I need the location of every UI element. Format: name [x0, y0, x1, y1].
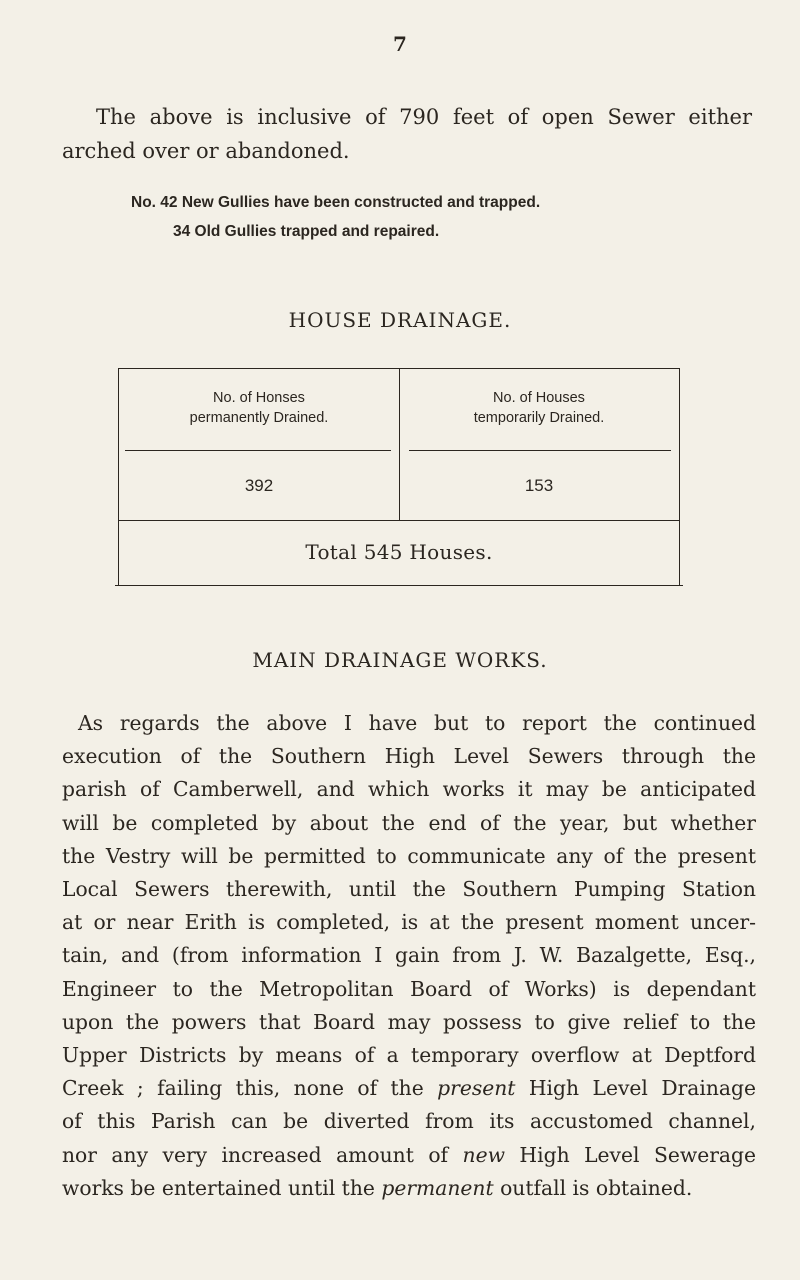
main-drainage-paragraph: [62, 707, 756, 1205]
gullies-old-line: 34 Old Gullies trapped and repaired.: [173, 223, 440, 240]
paragraph-line: will be completed by about the end of the year, but whether: [62, 810, 756, 835]
paragraph-line: Local Sewers therewith, until the Southern Pumping Station: [62, 877, 756, 902]
line-text: Creek ; failing this, none of the: [62, 1076, 438, 1101]
paragraph-line: of this Parish can be diverted from its accustomed channel,: [62, 1109, 756, 1134]
page-number: 7: [393, 32, 407, 56]
paragraph-line: Engineer to the Metropolitan Board of Works) is dependant: [62, 976, 756, 1001]
temporary-header-line-1: No. of Houses: [493, 390, 585, 406]
paragraph-line: tain, and (from information I gain from J. W. Bazalgette, Esq.,: [62, 943, 756, 968]
paragraph-line: As regards the above I have but to report the continued: [78, 711, 756, 735]
total-houses: Total 545 Houses.: [305, 540, 493, 564]
paragraph-line: [62, 1072, 756, 1105]
intro-paragraph: [62, 100, 752, 168]
paragraph-line: upon the powers that Board may possess to give relief to the: [62, 1009, 756, 1034]
paragraph-line: [62, 1172, 756, 1205]
paragraph-line: execution of the Southern High Level Sewers through the: [62, 744, 756, 769]
line-text: outfall is obtained.: [493, 1175, 693, 1200]
gullies-new-line: No. 42 New Gullies have been constructed and trapped.: [131, 194, 541, 211]
emphasis-permanent: permanent: [381, 1175, 494, 1200]
temporary-count: 153: [524, 476, 554, 495]
house-drainage-heading: HOUSE DRAINAGE.: [288, 308, 512, 332]
emphasis-present: present: [437, 1076, 516, 1101]
emphasis-new: new: [462, 1142, 505, 1167]
paragraph-line: the Vestry will be permitted to communicate any of the present: [62, 843, 756, 868]
intro-line-1: The above is inclusive of 790 feet of open Sewer either: [96, 105, 752, 129]
intro-line-2: arched over or abandoned.: [62, 139, 350, 163]
table-header-rule-right: [409, 450, 671, 451]
temporary-column-header: [399, 388, 679, 428]
permanent-header-line-1: No. of Honses: [213, 390, 305, 406]
paragraph-line: at or near Erith is completed, is at the present moment uncer-: [62, 910, 756, 935]
table-total-rule: [119, 520, 679, 521]
temporary-header-line-2: temporarily Drained.: [473, 410, 605, 426]
paragraph-line: Upper Districts by means of a temporary overflow at Deptford: [62, 1043, 756, 1068]
permanent-count: 392: [244, 476, 274, 495]
line-text: High Level Sewerage: [504, 1142, 756, 1167]
main-drainage-heading: MAIN DRAINAGE WORKS.: [252, 648, 548, 672]
house-drainage-table: [118, 368, 680, 586]
permanent-column-header: [119, 388, 399, 428]
line-text: High Level Drainage: [515, 1076, 756, 1101]
paragraph-line: [62, 1139, 756, 1172]
table-header-rule-left: [125, 450, 391, 451]
table-bottom-rule: [115, 585, 683, 586]
paragraph-line: parish of Camberwell, and which works it may be anticipated: [62, 777, 756, 802]
permanent-header-line-2: permanently Drained.: [189, 410, 329, 426]
line-text: works be entertained until the: [62, 1175, 382, 1200]
gullies-summary: [131, 188, 751, 246]
line-text: nor any very increased amount of: [62, 1142, 463, 1167]
